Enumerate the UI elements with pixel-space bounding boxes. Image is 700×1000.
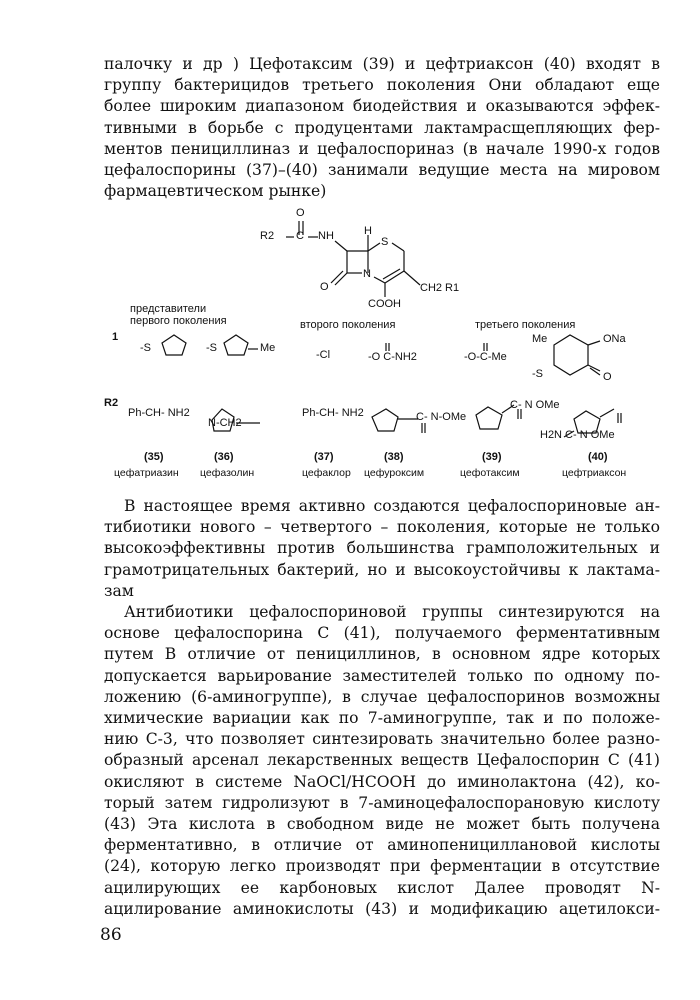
r1-group-1: -S [140,342,151,354]
paragraph-1 [104,54,660,202]
triazine-methyl-label: Me [532,333,548,345]
hydrogen-label: H [364,225,372,237]
nitrogen-label: N [363,268,371,280]
compound-name: цефуроксим [364,467,425,479]
third-generation-label: третьего поколения [475,319,576,331]
bond [600,409,614,417]
text-line: ацилирующих ее карбоновых кислот Далее проводят N- [104,878,660,897]
compound-number: (35) [144,451,164,463]
r2-row-label: R2 [104,397,119,409]
second-generation-label: второго поколения [300,319,396,331]
page-number: 86 [100,925,122,945]
text-line: зам [104,581,134,600]
text-line: грамотрицательных бактерий, но и высокоустойчивы к лактама- [104,560,660,579]
text-line: ложению (6-аминогруппе), в случае цефалоспоринов возможны [104,687,660,706]
furan-ring [372,409,398,431]
text-line: цефалоспорины (37)–(40) занимали ведущие места на мировом [104,161,660,180]
carbonyl-oxygen-label: O [320,281,329,293]
text-line: химические вариации как по 7-аминогруппе, так и по положе- [104,709,660,728]
compound-number: (39) [482,451,502,463]
r2-group-38: C- N-OMe [416,411,467,423]
bond [404,271,420,285]
text-line: основе цефалоспорина С (41), получаемого ферментативным [104,624,660,643]
oxo-label: O [603,371,612,383]
text-line: тибиотики нового – четвертого – поколения, которые не только [104,518,660,537]
text-line: торый затем гидролизуют в 7-аминоцефалоспорановую кислоту [104,793,660,812]
compound-number: (38) [384,451,404,463]
compound-name: цефотаксим [460,467,520,479]
bond [335,273,347,285]
text-line: путем В отличие от пенициллинов, в основном ядре которых [104,645,660,664]
bond [368,243,380,251]
compound-name: цефаклор [302,467,351,479]
text-line: нию С-3, что позволяет синтезировать значительно более разно- [104,730,660,749]
text-line: группу бактерицидов третьего поколения Они обладают еще [104,76,660,95]
thiadiazole-ring [162,335,186,355]
cooh-label: COOH [368,298,401,310]
bond [331,271,343,283]
methyl-label: Me [260,342,276,354]
text-line: В настоящее время активно создаются цефалоспориновые ан- [124,497,660,515]
r2-group-35: Ph-CH- NH2 [128,407,190,419]
compound-number: (40) [588,451,608,463]
bond [588,341,600,345]
text-line: тивными в борьбе с продуцентами лактамрасщепляющих фер- [104,118,660,137]
r2-group-37: Ph-CH- NH2 [302,407,364,419]
paragraph-3 [104,602,660,920]
text-line: (24), которую легко производят при ферментации в отсутствие [104,857,660,876]
compound-name: цефтриаксон [562,467,627,479]
first-generation-label: представители первого поколения [130,303,227,327]
r1-group-2: -S [206,342,217,354]
text-line: высокоэффективны против большинства грамположительных и [104,539,660,558]
compound-name: цефазолин [200,467,255,479]
bond [335,241,347,251]
text-line: палочку и др ) Цефотаксим (39) и цефтриаксон (40) входят в [104,55,660,73]
compound-number: (37) [314,451,334,463]
text-line: (43) Эта кислота в свободном виде не может быть получена [104,815,660,834]
text-line: допускается варьирование заместителей только по одному по- [104,666,660,685]
thiadiazole-ring [224,335,248,355]
nh-label: NH [318,230,334,242]
text-line: более широким диапазоном биодействия и оказываются эффек- [104,97,660,116]
r2-group-40: H2N C- N OMe [540,429,615,441]
carbamoyloxy-group: -O C-NH2 [368,351,417,363]
triazine-ring [554,335,588,375]
cephalosporin-structures-figure [100,205,670,485]
r2-group-39: C- N OMe [510,399,560,411]
text-line: фармацевтическом рынке) [104,182,327,201]
r2-group-36: N-CH2- [208,417,246,429]
chloro-group: -Cl [316,349,331,361]
text-line: ферментативно, в отличие от аминопенициллановой кислоты [104,836,660,855]
paragraph-2 [104,496,660,602]
sulfur-label: S [381,236,389,248]
bond [383,269,400,279]
sodium-oxide-label: ONa [603,333,626,345]
text-line: ацилирование аминокислоты (43) и модификацию ацетилокси- [104,899,660,918]
text-line: окисляют в системе NaOCl/HCOOH до иминолактона (42), ко- [104,772,660,791]
text-line: Антибиотики цефалоспориновой группы синтезируются на [124,603,660,621]
r2-label: R2 [260,230,275,242]
r1-row-label: 1 [112,331,119,343]
text-line: образный арсенал лекарственных веществ Цефалоспорин С (41) [104,751,660,770]
bond [392,243,404,251]
text-line: ментов пенициллиназ и цефалоспориназ (в начале 1990-х годов [104,139,660,158]
acetoxy-group: -O-C-Me [464,351,507,363]
triazine-thio-label: -S [532,368,543,380]
oxygen-label: O [296,207,305,219]
compound-name: цефатриазин [114,467,179,479]
bond [374,277,385,283]
carbon-label: C [296,230,304,242]
ch2r1-label: CH2 R1 [420,282,460,294]
compound-number: (36) [214,451,234,463]
thiazole-ring [476,407,502,429]
